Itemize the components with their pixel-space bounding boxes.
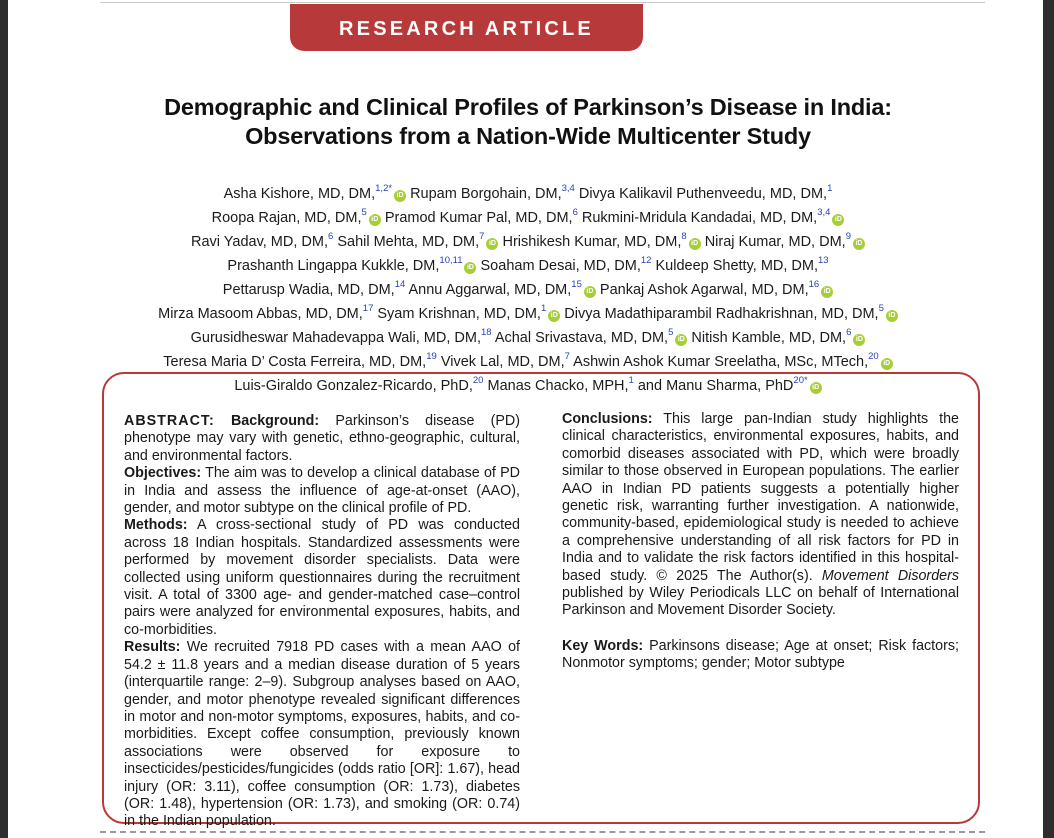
affiliation-ref[interactable]: 18 bbox=[481, 327, 492, 339]
author-line bbox=[118, 204, 938, 228]
orcid-icon[interactable]: iD bbox=[675, 334, 687, 346]
author: Gurusidheswar Mahadevappa Wali, MD, DM,$^{18}$ bbox=[190, 327, 492, 347]
affiliation-ref[interactable]: 7 bbox=[479, 231, 485, 243]
author: Mirza Masoom Abbas, MD, DM,$^{17}$ bbox=[158, 303, 374, 322]
orcid-icon[interactable]: iD bbox=[853, 238, 865, 250]
author: Annu Aggarwal, MD, DM,$^{15}$iD bbox=[409, 282, 596, 298]
affiliation-ref[interactable]: 20 bbox=[868, 351, 879, 363]
author-line bbox=[118, 228, 938, 252]
orcid-icon[interactable]: iD bbox=[832, 214, 844, 226]
author: Pettarusp Wadia, MD, DM,$^{14}$ bbox=[222, 279, 406, 298]
abstract-conclusions: Conclusions: This large pan-Indian study highlights the clinical characteristics, environmental exposures, habits, and comorbid diseases associated with PD, which were broadly similar to those observed in European populations. The earlier AAO in Indian PD patients suggests a potentially higher genetic risk, warranting further investigation. A nationwide, community-based, epidemiological study is needed to achieve a comprehensive understanding of all risk factors for PD in India and to validate the risk factors identified in this hospital-based study. © 2025 The Author(s). Movement Disorders published by Wiley Periodicals LLC on behalf of International Parkinson and Movement Disorder Society. bbox=[562, 411, 960, 619]
abstract-left-column bbox=[124, 413, 520, 831]
viewer-right-edge bbox=[1043, 0, 1054, 838]
affiliation-ref[interactable]: 1 bbox=[628, 375, 634, 387]
author: Prashanth Lingappa Kukkle, DM,$^{10,11}$iD bbox=[227, 258, 476, 274]
bottom-rule bbox=[100, 831, 985, 833]
author-line bbox=[118, 276, 938, 300]
abstract-methods: Methods: A cross-sectional study of PD was conducted across 18 Indian hospitals. Standardized assessments were performed by movement disorder specialists. Data were collected using uniform questionnaires during the recruitment visit. A total of 3300 age- and gender-matched case–control pairs were analyzed for environmental exposures, habits, and co-morbidities. bbox=[124, 517, 520, 638]
title-line-1: Demographic and Clinical Profiles of Parkinson’s Disease in India: bbox=[164, 94, 892, 120]
journal-name: Movement Disorders bbox=[821, 567, 959, 584]
author: Roopa Rajan, MD, DM,$^5$iD bbox=[212, 210, 381, 226]
affiliation-ref[interactable]: 1 bbox=[827, 183, 833, 194]
affiliation-ref[interactable]: 6 bbox=[572, 207, 578, 219]
affiliation-ref[interactable]: 3,4 bbox=[561, 183, 575, 194]
orcid-icon[interactable]: iD bbox=[810, 382, 822, 394]
affiliation-ref[interactable]: 9 bbox=[845, 231, 851, 243]
orcid-icon[interactable]: iD bbox=[369, 214, 381, 226]
affiliation-ref[interactable]: 13 bbox=[818, 255, 829, 267]
author: Sahil Mehta, MD, DM,$^7$iD bbox=[337, 234, 498, 250]
affiliation-ref[interactable]: 15 bbox=[571, 279, 582, 291]
viewer-left-edge bbox=[0, 0, 8, 838]
author-line bbox=[118, 180, 938, 204]
author: Ashwin Ashok Kumar Sreelatha, MSc, MTech,$^{20}$iD bbox=[573, 354, 893, 370]
author: Vivek Lal, MD, DM,$^7$ bbox=[440, 351, 570, 371]
affiliation-ref[interactable]: 16 bbox=[808, 279, 820, 291]
affiliation-ref[interactable]: 6 bbox=[846, 327, 852, 339]
author-line bbox=[118, 300, 938, 324]
affiliation-ref[interactable]: 20* bbox=[793, 375, 808, 387]
affiliation-ref[interactable]: 17 bbox=[362, 303, 374, 315]
affiliation-ref[interactable]: 8 bbox=[681, 231, 687, 243]
author: Soaham Desai, MD, DM,$^{12}$ bbox=[480, 255, 652, 274]
orcid-icon[interactable]: iD bbox=[464, 262, 476, 274]
author: Pramod Kumar Pal, MD, DM,$^6$ bbox=[384, 207, 578, 226]
affiliation-ref[interactable]: 1 bbox=[540, 303, 547, 315]
author-line bbox=[118, 252, 938, 276]
author: Nitish Kamble, MD, DM,$^6$iD bbox=[691, 330, 865, 346]
author: and Manu Sharma, PhD$^{20*}$iD bbox=[638, 378, 822, 394]
author: Divya Madathiparambil Radhakrishnan, MD, DM,$^5$iD bbox=[564, 306, 898, 322]
orcid-icon[interactable]: iD bbox=[886, 310, 898, 322]
affiliation-ref[interactable]: 20 bbox=[472, 375, 484, 387]
author: Manas Chacko, MPH,$^1$ bbox=[487, 375, 634, 395]
affiliation-ref[interactable]: 14 bbox=[394, 279, 406, 291]
abstract-right-column bbox=[562, 411, 959, 673]
author: Divya Kalikavil Puthenveedu, MD, DM,$^1$ bbox=[578, 183, 833, 202]
abstract-results: Results: We recruited 7918 PD cases with a mean AAO of 54.2 ± 11.8 years and a median disease duration of 5 years (interquartile range: 2–9). Subgroup analyses based on AAO, gender, and motor phenotype revealed significant differences in motor and non-motor symptoms, exposures, habits, and co-morbidities. Except coffee consumption, previously known associations were observed for exposure to insecticides/pesticides/fungicides (odds ratio [OR]: 1.67), head injury (OR: 3.11), coffee consumption (OR: 1.73), diabetes (OR: 1.48), hypertension (OR: 1.73), and smoking (OR: 0.74) in the Indian population. bbox=[124, 639, 520, 830]
author-line bbox=[118, 348, 938, 372]
title-line-2: Observations from a Nation-Wide Multicenter Study bbox=[245, 123, 811, 149]
author: Rupam Borgohain, DM,$^{3,4}$ bbox=[410, 183, 575, 202]
orcid-icon[interactable]: iD bbox=[394, 190, 406, 202]
abstract-objectives: Objectives: The aim was to develop a clinical database of PD in India and assess the influence of age-at-onset (AAO), gender, and motor subtype on the clinical profile of PD. bbox=[124, 465, 520, 517]
author: Teresa Maria D’ Costa Ferreira, MD, DM,$^{19}$ bbox=[163, 351, 437, 371]
article-title bbox=[108, 93, 948, 151]
orcid-icon[interactable]: iD bbox=[548, 310, 560, 322]
author: Luis-Giraldo Gonzalez-Ricardo, PhD,$^{20}$ bbox=[234, 375, 484, 395]
keywords: Key Words: Parkinsons disease; Age at onset; Risk factors; Nonmotor symptoms; gender; Motor subtype bbox=[562, 637, 959, 672]
orcid-icon[interactable]: iD bbox=[486, 238, 498, 250]
affiliation-ref[interactable]: 1,2* bbox=[375, 183, 393, 194]
author: Ravi Yadav, MD, DM,$^6$ bbox=[191, 231, 334, 250]
author: Pankaj Ashok Agarwal, MD, DM,$^{16}$iD bbox=[600, 282, 833, 298]
affiliation-ref[interactable]: 5 bbox=[878, 303, 884, 315]
author: Asha Kishore, MD, DM,$^{1,2*}$iD bbox=[224, 186, 406, 202]
top-rule bbox=[100, 2, 985, 3]
author-list bbox=[118, 180, 938, 396]
author: Hrishikesh Kumar, MD, DM,$^8$iD bbox=[502, 234, 700, 250]
orcid-icon[interactable]: iD bbox=[584, 286, 596, 298]
affiliation-ref[interactable]: 12 bbox=[640, 255, 652, 267]
orcid-icon[interactable]: iD bbox=[821, 286, 833, 298]
affiliation-ref[interactable]: 3,4 bbox=[817, 207, 831, 219]
author: Kuldeep Shetty, MD, DM,$^{13}$ bbox=[655, 255, 829, 274]
author: Achal Srivastava, MD, DM,$^5$iD bbox=[495, 330, 688, 346]
affiliation-ref[interactable]: 19 bbox=[426, 351, 437, 363]
orcid-icon[interactable]: iD bbox=[853, 334, 865, 346]
affiliation-ref[interactable]: 5 bbox=[361, 207, 367, 219]
orcid-icon[interactable]: iD bbox=[881, 358, 893, 370]
author: Niraj Kumar, MD, DM,$^9$iD bbox=[705, 234, 865, 250]
affiliation-ref[interactable]: 7 bbox=[564, 351, 570, 363]
affiliation-ref[interactable]: 10,11 bbox=[439, 255, 463, 267]
pdf-page bbox=[8, 0, 1043, 838]
author: Rukmini-Mridula Kandadai, MD, DM,$^{3,4}$iD bbox=[582, 210, 845, 226]
abstract-box bbox=[102, 372, 980, 830]
author: Syam Krishnan, MD, DM,$^1$iD bbox=[377, 306, 560, 322]
author-line bbox=[118, 324, 938, 348]
article-type-banner: RESEARCH ARTICLE bbox=[290, 4, 643, 51]
affiliation-ref[interactable]: 6 bbox=[328, 231, 334, 243]
affiliation-ref[interactable]: 5 bbox=[668, 327, 674, 339]
orcid-icon[interactable]: iD bbox=[689, 238, 701, 250]
abstract-background: ABSTRACT: Background: Parkinson’s disease (PD) phenotype may vary with genetic, ethno-geographic, cultural, and environmental factors. bbox=[124, 413, 520, 464]
